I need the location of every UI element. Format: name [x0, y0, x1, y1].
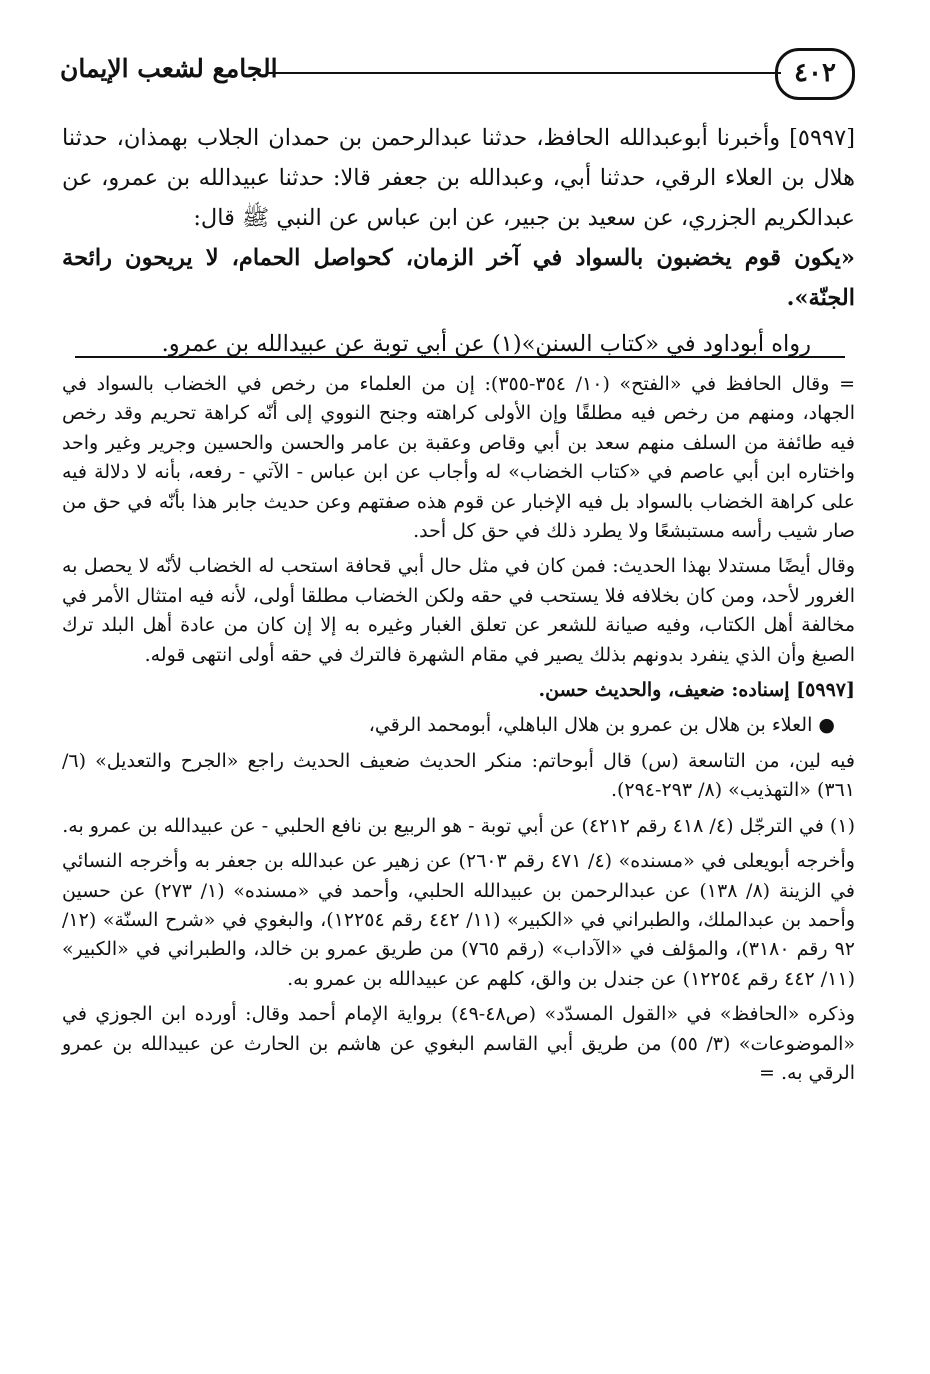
footnote-separator [75, 356, 845, 358]
narrator-name: ● العلاء بن هلال بن عمرو بن هلال الباهلي، أبومحمد الرقي، [368, 714, 835, 737]
footnote-1: (١) في الترجّل (٤/ ٤١٨ رقم ٤٢١٢) عن أبي توبة - هو الربيع بن نافع الحلبي - عن عبيدالله بن عمرو به. [62, 814, 855, 837]
narrator-info: فيه لين، من التاسعة (س) قال أبوحاتم: منكر الحديث ضعيف الحديث راجع «الجرح والتعديل» (٦/ ٣٦١) «التهذيب» (٨/ ٢٩٣-٢٩٤). [62, 749, 855, 802]
note-fath-cont: وقال أيضًا مستدلا بهذا الحديث: فمن كان في مثل حال أبي قحافة استحب له الخضاب لأنّه لا يحصل به الغرور لأحد، ومن كان بخلافه فلا يستحب في حقه ولكن الخضاب مطلقا أولى، لأنه فيه امتثال الأمر في مخالفة أهل الكتاب، وفيه صيانة للشعر عن تعلق الغبار وغيره به إلا إن كان من عادة أهل البلد ترك الصبغ وأن الذي ينفرد بدونهم بذلك يصير في مقام الشهرة فالترك في حقه أولى انتهى قوله. [62, 555, 855, 666]
hafiz-note: وذكره «الحافظ» في «القول المسدّد» (ص٤٨-٤٩) برواية الإمام أحمد وقال: أورده ابن الجوزي في «الموضوعات» (٣/ ٥٥) من طريق أبي القاسم البغوي عن هاشم بن الحارث عن عبيدالله بن عمرو الرقي به. = [62, 1003, 856, 1084]
note-fath: = وقال الحافظ في «الفتح» (١٠/ ٣٥٤-٣٥٥): إن من العلماء من رخص في الخضاب بالسواد في الجهاد، ومنهم من رخص فيه مطلقًا وإن الأولى كراهته وجنح النووي إلى أنّه كراهة تحريم وقد رخص فيه طائفة من السلف منهم سعد بن أبي وقاص وعقبة بن عامر والحسن والحسين وجرير وغير واحد واختاره ابن أبي عاصم في «كتاب الخضاب» له وأجاب عن ابن عباس - الآتي - رفعه، بأنه لا دلالة فيه على كراهة الخضاب بالسواد بل فيه الإخبار عن قوم هذه صفتهم وعن حديث جابر هذا بأنّه في حق من صار شيب رأسه مستبشعًا ولا يطرد ذلك في حق كل أحد. [62, 373, 855, 543]
book-title: الجامع لشعب الإيمان [60, 54, 278, 83]
takhrij-note: وأخرجه أبويعلى في «مسنده» (٤/ ٤٧١ رقم ٢٦٠٣) عن زهير عن عبدالله بن جعفر به وأخرجه النسائي في الزينة (٨/ ١٣٨) عن عبدالرحمن بن عبيدالله الحلبي، وأحمد في «مسنده» (١/ ٢٧٣) عن حسين وأحمد بن عبدالملك، والطبراني في «الكبير» (١١/ ٤٤٢ رقم ١٢٢٥٤)، والبغوي في «شرح السنّة» (١٢/ ٩٢ رقم ٣١٨٠)، والمؤلف في «الآداب» (رقم ٧٦٥) من طريق عمرو بن خالد، والطبراني في «الكبير» (١١/ ٤٤٢ رقم ١٢٢٥٤) عن جندل بن والق، كلهم عن عبيدالله بن عمرو به. [62, 850, 856, 990]
hadith-isnad: [٥٩٩٧] وأخبرنا أبوعبدالله الحافظ، حدثنا عبدالرحمن بن حمدان الجلاب بهمذان، حدثنا هلال بن العلاء الرقي، حدثنا أبي، وعبدالله بن جعفر قالا: حدثنا عبيدالله بن عمرو، عن عبدالكريم الجزري، عن سعيد بن جبير، عن ابن عباس عن النبي ﷺ قال: [62, 125, 855, 231]
page-number: ٤٠٢ [775, 48, 855, 100]
page-header [60, 38, 855, 104]
isnad-grade: [٥٩٩٧] إسناده: ضعيف، والحديث حسن. [538, 679, 855, 702]
narration-note: رواه أبوداود في «كتاب السنن»(١) عن أبي توبة عن عبيدالله بن عمرو. [161, 331, 811, 357]
hadith-text: «يكون قوم يخضبون بالسواد في آخر الزمان، كحواصل الحمام، لا يريحون رائحة الجنّة». [62, 245, 855, 311]
header-rule [268, 72, 781, 74]
footnotes [62, 370, 855, 1094]
main-text [62, 118, 855, 364]
